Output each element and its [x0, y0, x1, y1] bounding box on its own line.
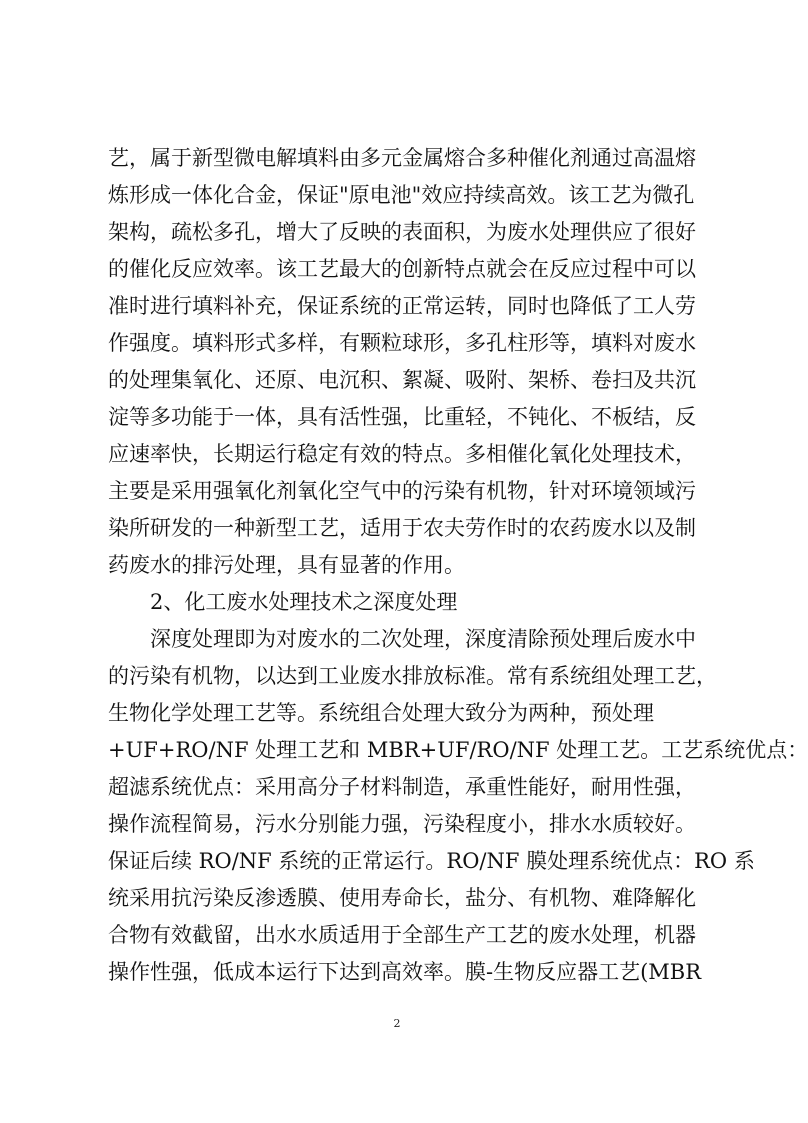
- text-line: 应速率快，长期运行稳定有效的特点。多相催化氧化处理技术，: [108, 442, 696, 466]
- text-line: 染所研发的一种新型工艺，适用于农夫劳作时的农药废水以及制: [108, 516, 696, 540]
- text-line: 超滤系统优点：采用高分子材料制造，承重性能好，耐用性强，: [108, 775, 696, 799]
- text-line: 生物化学处理工艺等。系统组合处理大致分为两种，预处理: [108, 701, 654, 725]
- section-heading: 2、化工废水处理技术之深度处理: [150, 590, 458, 614]
- text-line: 操作性强，低成本运行下达到高效率。膜-生物反应器工艺(MBR: [108, 960, 702, 984]
- text-line: 保证后续 RO/NF 系统的正常运行。RO/NF 膜处理系统优点：RO 系: [108, 849, 755, 873]
- text-line: 艺，属于新型微电解填料由多元金属熔合多种催化剂通过高温熔: [108, 146, 696, 170]
- text-line: 的污染有机物，以达到工业废水排放标准。常有系统组处理工艺，: [108, 664, 717, 688]
- text-line: 的处理集氧化、还原、电沉积、絮凝、吸附、架桥、卷扫及共沉: [108, 368, 696, 392]
- text-line: +UF+RO/NF 处理工艺和 MBR+UF/RO/NF 处理工艺。工艺系统优点：: [108, 738, 808, 762]
- text-line: 的催化反应效率。该工艺最大的创新特点就会在反应过程中可以: [108, 257, 696, 281]
- text-line: 操作流程简易，污水分别能力强，污染程度小，排水水质较好。: [108, 812, 696, 836]
- text-line: 主要是采用强氧化剂氧化空气中的污染有机物，针对环境领域污: [108, 479, 696, 503]
- text-line: 统采用抗污染反渗透膜、使用寿命长，盐分、有机物、难降解化: [108, 886, 696, 910]
- text-line: 合物有效截留，出水水质适用于全部生产工艺的废水处理，机器: [108, 923, 696, 947]
- page-number: 2: [393, 1017, 401, 1030]
- text-line: 药废水的排污处理，具有显著的作用。: [108, 553, 465, 577]
- text-line: 准时进行填料补充，保证系统的正常运转，同时也降低了工人劳: [108, 294, 696, 318]
- paragraph-first-line: 深度处理即为对废水的二次处理，深度清除预处理后废水中: [150, 627, 696, 651]
- text-line: 炼形成一体化合金，保证"原电池"效应持续高效。该工艺为微孔: [108, 183, 695, 207]
- text-line: 淀等多功能于一体，具有活性强，比重轻，不钝化、不板结，反: [108, 405, 696, 429]
- text-line: 作强度。填料形式多样，有颗粒球形，多孔柱形等，填料对废水: [108, 331, 696, 355]
- text-line: 架构，疏松多孔，增大了反映的表面积，为废水处理供应了很好: [108, 220, 696, 244]
